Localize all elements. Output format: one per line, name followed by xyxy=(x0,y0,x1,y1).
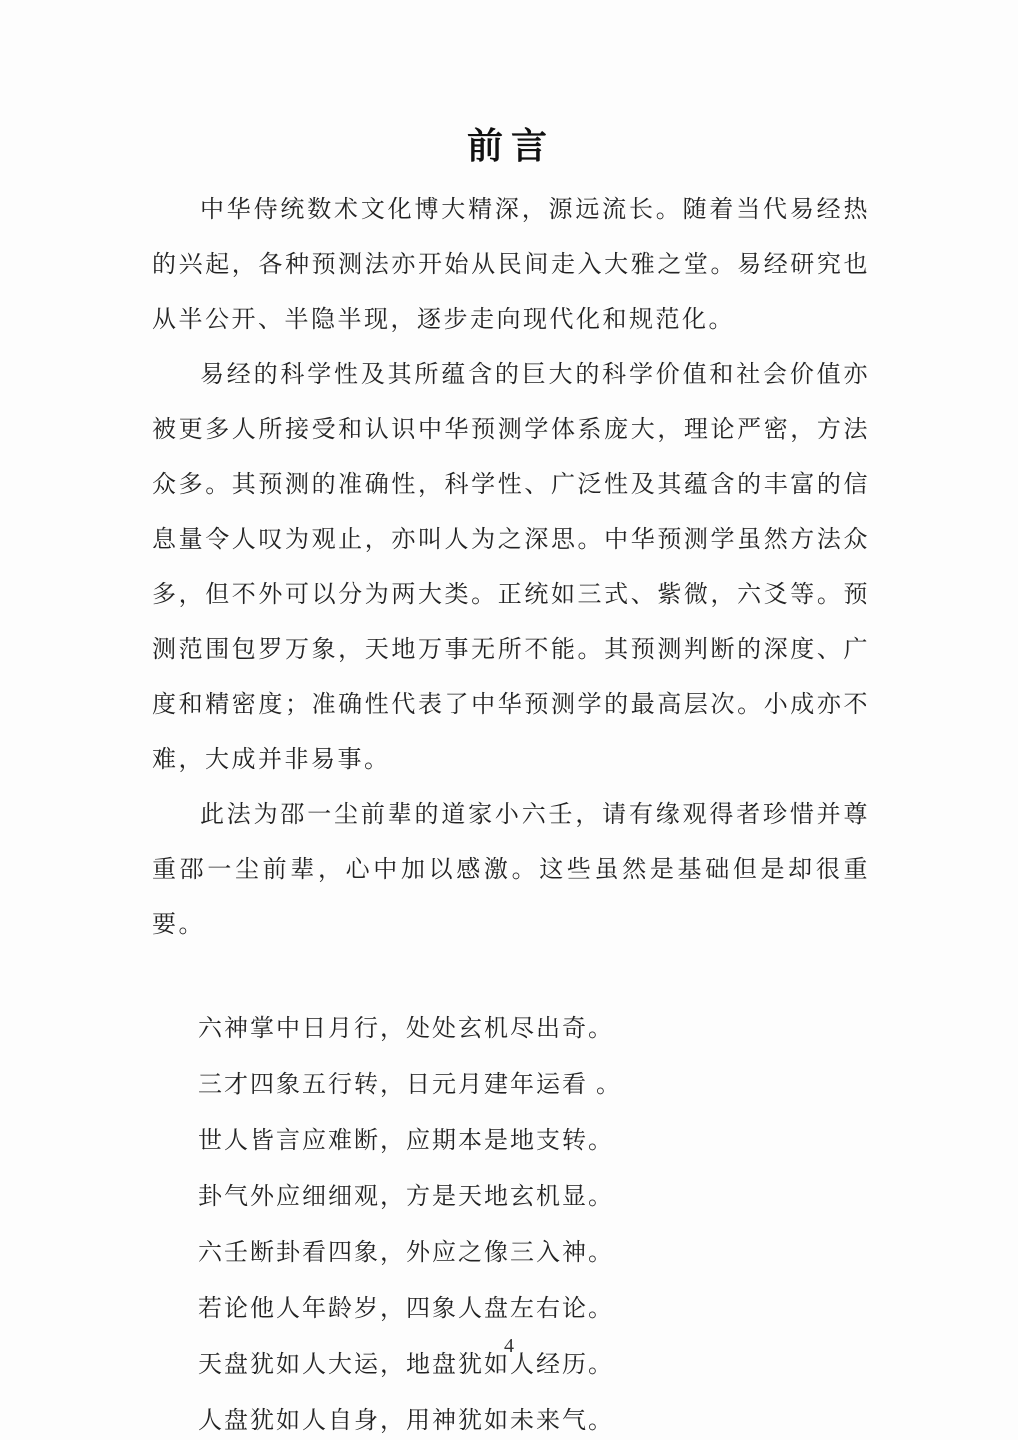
paragraph-2: 易经的科学性及其所蕴含的巨大的科学价值和社会价值亦被更多人所接受和认识中华预测学体系庞大，理论严密，方法众多。其预测的准确性，科学性、广泛性及其蕴含的丰富的信息量令人叹为观止，亦叫人为之深思。中华预测学虽然方法众多，但不外可以分为两大类。正统如三式、紫微，六爻等。预测范围包罗万象，天地万事无所不能。其预测判断的深度、广度和精密度；准确性代表了中华预测学的最高层次。小成亦不难，大成并非易事。 xyxy=(152,362,870,773)
poem-line-1: 六神掌中日月行，处处玄机尽出奇。 xyxy=(198,1016,614,1042)
paragraph-1: 中华侍统数术文化博大精深，源远流长。随着当代易经热的兴起，各种预测法亦开始从民间走入大雅之堂。易经研究也从半公开、半隐半现，逐步走向现代化和规范化。 xyxy=(152,197,870,333)
page-title: 前言 xyxy=(466,126,555,166)
poem-line-3: 世人皆言应难断，应期本是地支转。 xyxy=(198,1128,614,1154)
body-text xyxy=(152,183,870,953)
poem-line-6: 若论他人年龄岁，四象人盘左右论。 xyxy=(198,1296,614,1322)
poem-line-4: 卦气外应细细观，方是天地玄机显。 xyxy=(198,1184,614,1210)
poem-line-5: 六壬断卦看四象，外应之像三入神。 xyxy=(198,1240,614,1266)
page-number: 4 xyxy=(504,1335,514,1357)
document-content xyxy=(152,118,870,1440)
poem-line-8: 人盘犹如人自身，用神犹如未来气。 xyxy=(198,1408,614,1434)
poem-block xyxy=(152,1001,870,1440)
poem-line-7: 天盘犹如人大运，地盘犹如人经历。 xyxy=(198,1352,614,1378)
poem-line-2: 三才四象五行转，日元月建年运看 。 xyxy=(198,1072,622,1098)
paragraph-3: 此法为邵一尘前辈的道家小六壬，请有缘观得者珍惜并尊重邵一尘前辈，心中加以感激。这些虽然是基础但是却很重要。 xyxy=(152,802,870,938)
